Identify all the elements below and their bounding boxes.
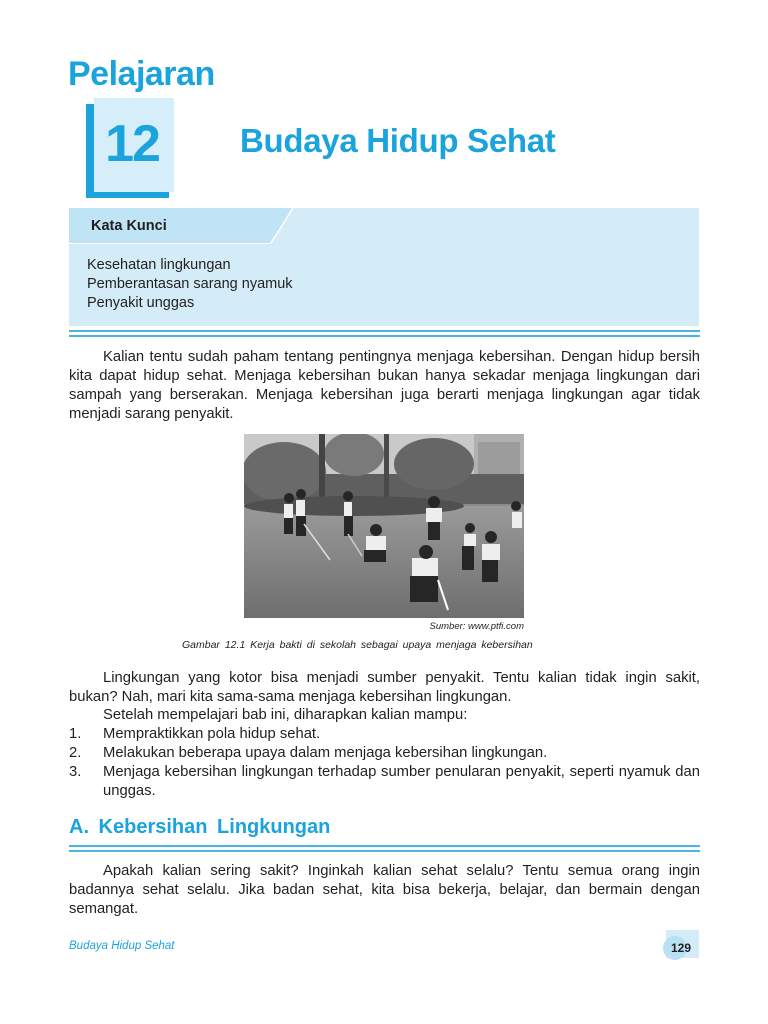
lesson-number: 12: [105, 115, 159, 173]
section-divider: [69, 845, 700, 855]
paragraph-2: Lingkungan yang kotor bisa menjadi sumber penyakit. Tentu kalian tidak ingin sakit, bukan? Nah, mari kita sama-sama menjaga kebersihan lingkungan.: [69, 670, 700, 705]
list-item: 3. Menjaga kebersihan lingkungan terhadap sumber penularan penyakit, seperti nyamuk dan unggas.: [69, 764, 700, 799]
keywords-title: Kata Kunci: [91, 218, 167, 234]
section-heading: A. Kebersihan Lingkungan: [69, 816, 331, 838]
intro-paragraph: Kalian tentu sudah paham tentang pentingnya menjaga kebersihan. Dengan hidup bersih kita dapat hidup sehat. Menjaga kebersihan bukan hanya sekadar menjaga lingkungan dari sampah yang berserakan. Menjaga kebersihan juga berarti menjaga lingkungan agar tidak menjadi sarang penyakit.: [69, 349, 700, 422]
keywords-list: [87, 256, 293, 313]
page-number: 129: [670, 941, 692, 955]
keywords-divider: [69, 330, 700, 340]
figure-caption: Gambar 12.1 Kerja bakti di sekolah sebagai upaya menjaga kebersihan: [182, 639, 533, 651]
figure-source: Sumber: www.ptfi.com: [429, 621, 524, 632]
chapter-title: Budaya Hidup Sehat: [240, 122, 556, 159]
figure-photo: [244, 434, 524, 618]
goals-list: [69, 725, 700, 801]
list-item: 1. Mempraktikkan pola hidup sehat.: [69, 726, 321, 742]
running-title: Budaya Hidup Sehat: [69, 940, 175, 952]
lesson-label: Pelajaran: [68, 55, 215, 93]
keyword-item: Penyakit unggas: [87, 295, 195, 311]
keyword-item: Kesehatan lingkungan: [87, 257, 231, 273]
section-paragraph: Apakah kalian sering sakit? Inginkah kalian sehat selalu? Tentu semua orang ingin badannya sehat selalu. Jika badan sehat, kita bisa bekerja, belajar, dan bermain dengan semangat.: [69, 863, 700, 917]
keyword-item: Pemberantasan sarang nyamuk: [87, 276, 293, 292]
list-item: 2. Melakukan beberapa upaya dalam menjaga kebersihan lingkungan.: [69, 745, 548, 761]
goals-intro: Setelah mempelajari bab ini, diharapkan kalian mampu:: [103, 707, 468, 723]
